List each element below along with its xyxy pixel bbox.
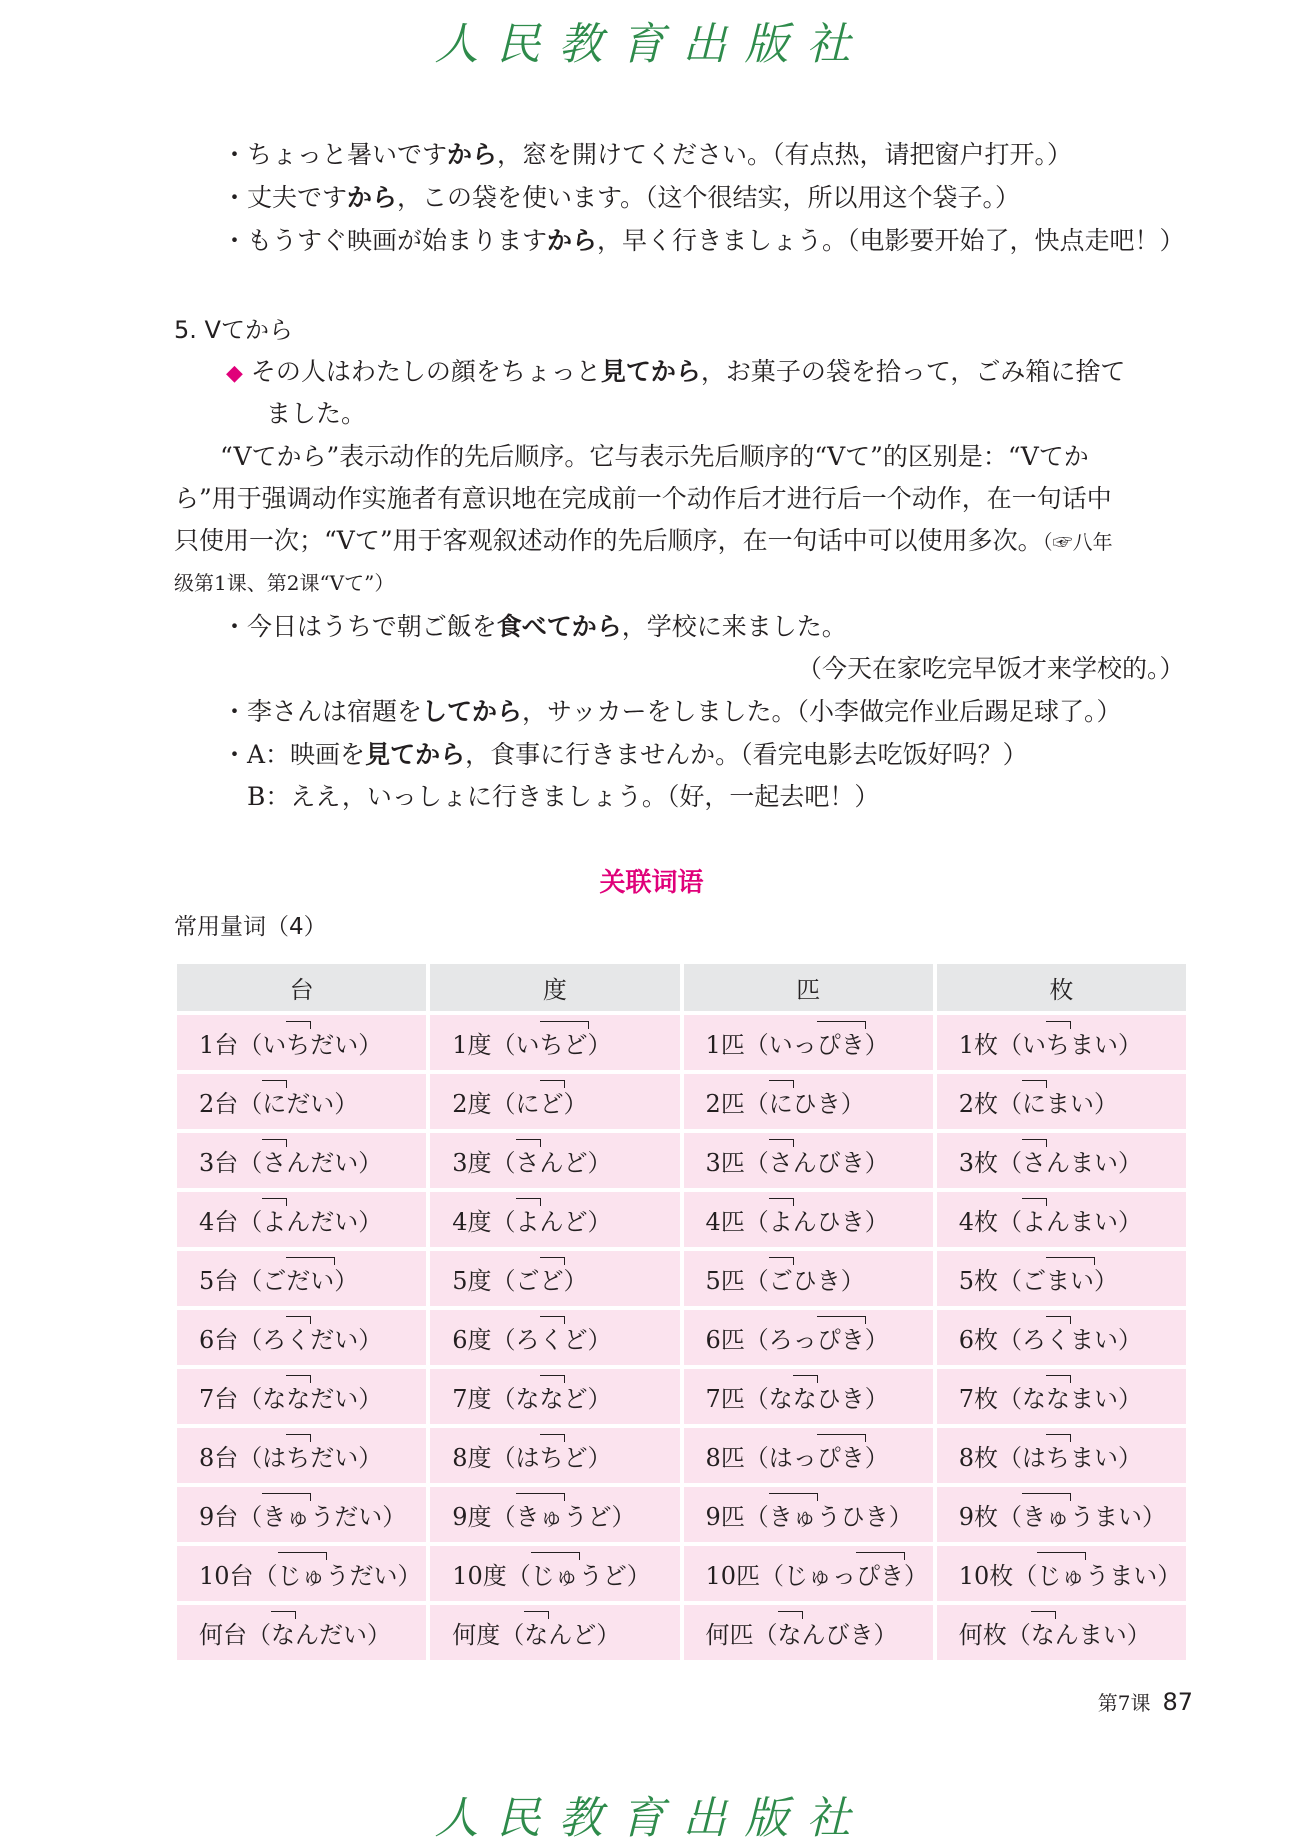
table-row bbox=[177, 1192, 1186, 1247]
counter-word: 10匹 bbox=[705, 1562, 761, 1590]
table-row bbox=[177, 1251, 1186, 1306]
counter-cell: 8度（はちど ） bbox=[430, 1428, 679, 1483]
counter-cell: 8台（はちだい ） bbox=[177, 1428, 426, 1483]
counter-reading: ななひき bbox=[769, 1379, 865, 1414]
pitch-accent-mark bbox=[262, 1493, 311, 1501]
counter-cell: 8匹（はっぴき ） bbox=[684, 1428, 933, 1483]
counter-reading: きゅうだい bbox=[262, 1497, 382, 1532]
page-footer bbox=[1098, 1687, 1193, 1716]
pitch-accent-mark bbox=[1022, 1493, 1071, 1501]
counter-cell: 6台（ろくだい ） bbox=[177, 1310, 426, 1365]
pitch-accent-mark bbox=[286, 1021, 311, 1029]
counter-word: 2台 bbox=[199, 1090, 239, 1118]
counter-word: 4枚 bbox=[958, 1208, 999, 1236]
counter-cell: 7匹（ななひき ） bbox=[684, 1369, 933, 1424]
counter-word: 5台 bbox=[199, 1267, 239, 1295]
key-sentence-line2: ました。 bbox=[266, 399, 367, 428]
counter-cell: 10度（じゅうど ） bbox=[430, 1546, 679, 1601]
counter-reading: はちまい bbox=[1022, 1438, 1118, 1473]
counter-reading: さんまい bbox=[1022, 1143, 1118, 1178]
counter-cell: 2度（にど ） bbox=[430, 1074, 679, 1129]
counter-reading: にひき bbox=[769, 1084, 841, 1119]
pitch-accent-mark bbox=[516, 1139, 541, 1147]
table-row bbox=[177, 1310, 1186, 1365]
counter-word: 7台 bbox=[199, 1385, 239, 1413]
counter-cell: 2匹（にひき ） bbox=[684, 1074, 933, 1129]
counter-word: 5度 bbox=[452, 1267, 492, 1295]
pitch-accent-mark bbox=[769, 1080, 794, 1088]
table-row bbox=[177, 1074, 1186, 1129]
counter-word: 何台 bbox=[199, 1621, 247, 1649]
pitch-accent-mark bbox=[769, 1139, 794, 1147]
table-header-row bbox=[177, 964, 1186, 1011]
pitch-accent-mark bbox=[769, 1198, 794, 1206]
counters-subtitle: 常用量词（4） bbox=[174, 914, 327, 940]
counter-word: 8台 bbox=[199, 1444, 239, 1472]
pitch-accent-mark bbox=[1022, 1080, 1047, 1088]
counter-reading: ごひき bbox=[769, 1261, 841, 1296]
counter-word: 1度 bbox=[452, 1031, 492, 1059]
counter-cell: 10匹（じゅっぴき ） bbox=[684, 1546, 933, 1601]
pitch-accent-mark bbox=[286, 1316, 311, 1324]
counter-reading: にだい bbox=[262, 1084, 334, 1119]
pitch-accent-mark bbox=[856, 1552, 905, 1560]
key-sentence: ◆ その人はわたしの顔をちょっと見てから，お菓子の袋を拾って，ごみ箱に捨て bbox=[226, 357, 1126, 386]
counter-reading: いっぴき bbox=[769, 1025, 865, 1060]
counter-cell: 3匹（さんびき ） bbox=[684, 1133, 933, 1188]
counter-word: 3台 bbox=[199, 1149, 239, 1177]
counter-word: 5枚 bbox=[958, 1267, 999, 1295]
counter-cell: 何枚（なんまい ） bbox=[937, 1605, 1186, 1660]
explanation-line-2: ら”用于强调动作实施者有意识地在完成前一个动作后才进行后一个动作，在一句话中 bbox=[174, 484, 1112, 513]
counter-cell: 6度（ろくど ） bbox=[430, 1310, 679, 1365]
counter-cell: 2枚（にまい ） bbox=[937, 1074, 1186, 1129]
table-row bbox=[177, 1015, 1186, 1070]
pitch-accent-mark bbox=[278, 1552, 327, 1560]
pitch-accent-mark bbox=[1037, 1552, 1086, 1560]
counter-word: 10度 bbox=[452, 1562, 507, 1590]
pitch-accent-mark bbox=[271, 1611, 296, 1619]
counter-word: 何枚 bbox=[958, 1621, 1007, 1649]
counter-cell: 5度（ごど ） bbox=[430, 1251, 679, 1306]
counter-reading: なんど bbox=[524, 1615, 596, 1650]
counter-cell: 何匹（なんびき ） bbox=[684, 1605, 933, 1660]
pitch-accent-mark bbox=[1046, 1257, 1095, 1265]
counter-cell: 1台（いちだい ） bbox=[177, 1015, 426, 1070]
counter-reading: いちど bbox=[516, 1025, 588, 1060]
pitch-accent-mark bbox=[540, 1021, 589, 1029]
counter-reading: ななど bbox=[516, 1379, 588, 1414]
counter-reading: なんびき bbox=[778, 1615, 874, 1650]
counter-reading: ろくだい bbox=[262, 1320, 358, 1355]
counter-cell: 9度（きゅうど ） bbox=[430, 1487, 679, 1542]
counter-word: 6枚 bbox=[958, 1326, 999, 1354]
counter-reading: はちだい bbox=[262, 1438, 358, 1473]
counter-word: 2匹 bbox=[705, 1090, 745, 1118]
counter-cell: 3台（さんだい ） bbox=[177, 1133, 426, 1188]
counter-reading: ろくど bbox=[516, 1320, 588, 1355]
counter-cell: 4枚（よんまい ） bbox=[937, 1192, 1186, 1247]
counter-cell: 1枚（いちまい ） bbox=[937, 1015, 1186, 1070]
page-number: 87 bbox=[1162, 1688, 1193, 1716]
counter-reading: ななだい bbox=[262, 1379, 358, 1414]
counter-cell: 9匹（きゅうひき ） bbox=[684, 1487, 933, 1542]
pitch-accent-mark bbox=[1046, 1434, 1071, 1442]
counter-word: 2度 bbox=[452, 1090, 492, 1118]
counter-word: 8度 bbox=[452, 1444, 492, 1472]
pitch-accent-mark bbox=[778, 1611, 803, 1619]
counter-reading: じゅっぴき bbox=[784, 1556, 904, 1591]
counter-word: 3匹 bbox=[705, 1149, 745, 1177]
counter-cell: 6匹（ろっぴき ） bbox=[684, 1310, 933, 1365]
pitch-accent-mark bbox=[262, 1198, 287, 1206]
pitch-accent-mark bbox=[540, 1434, 565, 1442]
counter-reading: ごど bbox=[516, 1261, 564, 1296]
pitch-accent-mark bbox=[817, 1021, 866, 1029]
counter-reading: さんだい bbox=[262, 1143, 358, 1178]
counter-word: 4匹 bbox=[705, 1208, 745, 1236]
pitch-accent-mark bbox=[286, 1257, 335, 1265]
column-header: 枚 bbox=[937, 964, 1186, 1011]
counter-cell: 6枚（ろくまい ） bbox=[937, 1310, 1186, 1365]
example-sentence-1: ・ちょっと暑いですから，窓を開けてください。（有点热，请把窗户打开。） bbox=[222, 140, 1073, 169]
counter-reading: ごだい bbox=[262, 1261, 334, 1296]
counter-word: 10枚 bbox=[958, 1562, 1014, 1590]
counter-reading: よんだい bbox=[262, 1202, 358, 1237]
lesson-label: 第7课 bbox=[1097, 1691, 1151, 1715]
counter-cell: 7台（ななだい ） bbox=[177, 1369, 426, 1424]
table-row bbox=[177, 1369, 1186, 1424]
pitch-accent-mark bbox=[769, 1493, 818, 1501]
counter-word: 8匹 bbox=[705, 1444, 745, 1472]
counter-word: 3度 bbox=[452, 1149, 492, 1177]
grammar-heading: 5. Vてから bbox=[174, 316, 293, 344]
counter-cell: 10枚（じゅうまい ） bbox=[937, 1546, 1186, 1601]
example-sentence-2: ・丈夫ですから，この袋を使います。（这个很结实，所以用这个袋子。） bbox=[222, 183, 1021, 212]
counter-word: 7枚 bbox=[958, 1385, 999, 1413]
counter-word: 何度 bbox=[452, 1621, 501, 1649]
counter-cell: 7枚（ななまい ） bbox=[937, 1369, 1186, 1424]
explanation-line-1: “Vてから”表示动作的先后顺序。它与表示先后顺序的“Vて”的区别是：“Vてか bbox=[220, 442, 1089, 471]
counter-word: 6台 bbox=[199, 1326, 239, 1354]
counter-cell: 何度（なんど ） bbox=[430, 1605, 679, 1660]
counter-cell: 3度（さんど ） bbox=[430, 1133, 679, 1188]
counter-word: 1枚 bbox=[958, 1031, 999, 1059]
counter-word: 7匹 bbox=[705, 1385, 745, 1413]
counter-reading: さんびき bbox=[769, 1143, 865, 1178]
example-dialogue-b: B：ええ，いっしょに行きましょう。（好，一起去吧！） bbox=[222, 782, 880, 811]
pitch-accent-mark bbox=[540, 1375, 565, 1383]
counter-reading: なんだい bbox=[271, 1615, 367, 1650]
column-header: 度 bbox=[430, 964, 679, 1011]
counter-cell: 4台（よんだい ） bbox=[177, 1192, 426, 1247]
counter-reading: じゅうまい bbox=[1037, 1556, 1157, 1591]
table-row bbox=[177, 1487, 1186, 1542]
table-row bbox=[177, 1428, 1186, 1483]
counter-reading: はっぴき bbox=[769, 1438, 865, 1473]
counter-word: 4台 bbox=[199, 1208, 239, 1236]
counter-word: 8枚 bbox=[958, 1444, 999, 1472]
counter-reading: にど bbox=[516, 1084, 564, 1119]
pitch-accent-mark bbox=[1031, 1611, 1056, 1619]
counter-cell: 1度（いちど ） bbox=[430, 1015, 679, 1070]
counter-word: 5匹 bbox=[705, 1267, 745, 1295]
counter-reading: さんど bbox=[516, 1143, 588, 1178]
example-sentence-3: ・もうすぐ映画が始まりますから，早く行きましょう。（电影要开始了，快点走吧！） bbox=[222, 226, 1185, 255]
counter-cell: 何台（なんだい ） bbox=[177, 1605, 426, 1660]
pitch-accent-mark bbox=[516, 1198, 541, 1206]
counter-reading: よんど bbox=[516, 1202, 588, 1237]
counter-reading: ろっぴき bbox=[769, 1320, 865, 1355]
pitch-accent-mark bbox=[1022, 1198, 1047, 1206]
counter-cell: 7度（ななど ） bbox=[430, 1369, 679, 1424]
counter-word: 4度 bbox=[452, 1208, 492, 1236]
pitch-accent-mark bbox=[262, 1139, 287, 1147]
counter-word: 10台 bbox=[199, 1562, 254, 1590]
pitch-accent-mark bbox=[524, 1611, 549, 1619]
counter-word: 2枚 bbox=[958, 1090, 999, 1118]
counter-reading: よんひき bbox=[769, 1202, 865, 1237]
pitch-accent-mark bbox=[540, 1316, 565, 1324]
counter-reading: きゅうひき bbox=[769, 1497, 889, 1532]
counter-cell: 8枚（はちまい ） bbox=[937, 1428, 1186, 1483]
table-row bbox=[177, 1605, 1186, 1660]
counter-reading: にまい bbox=[1022, 1084, 1094, 1119]
counter-cell: 5匹（ごひき ） bbox=[684, 1251, 933, 1306]
pitch-accent-mark bbox=[1022, 1139, 1047, 1147]
table-row bbox=[177, 1546, 1186, 1601]
counter-reading: はちど bbox=[516, 1438, 588, 1473]
counter-reading: なんまい bbox=[1031, 1615, 1127, 1650]
counter-cell: 9枚（きゅうまい ） bbox=[937, 1487, 1186, 1542]
counter-reading: じゅうだい bbox=[278, 1556, 398, 1591]
counter-reading: ごまい bbox=[1022, 1261, 1094, 1296]
explanation-line-3: 只使用一次；“Vて”用于客观叙述动作的先后顺序，在一句话中可以使用多次。（☞八年 bbox=[174, 526, 1113, 555]
counter-word: 9枚 bbox=[958, 1503, 999, 1531]
pitch-accent-mark bbox=[516, 1493, 565, 1501]
counter-reading: いちまい bbox=[1022, 1025, 1118, 1060]
example-translation-4: （今天在家吃完早饭才来学校的。） bbox=[797, 654, 1185, 683]
explanation-line-4: 级第1课、第2课“Vて”） bbox=[174, 571, 395, 595]
counter-word: 6匹 bbox=[705, 1326, 745, 1354]
example-sentence-5: ・李さんは宿題をしてから，サッカーをしました。（小李做完作业后踢足球了。） bbox=[222, 697, 1122, 726]
pitch-accent-mark bbox=[817, 1316, 866, 1324]
counter-word: 9台 bbox=[199, 1503, 239, 1531]
counter-word: 7度 bbox=[452, 1385, 492, 1413]
counter-word: 9度 bbox=[452, 1503, 492, 1531]
counter-word: 1匹 bbox=[705, 1031, 745, 1059]
pitch-accent-mark bbox=[286, 1375, 311, 1383]
table-row bbox=[177, 1133, 1186, 1188]
counter-cell: 4匹（よんひき ） bbox=[684, 1192, 933, 1247]
pitch-accent-mark bbox=[262, 1080, 287, 1088]
publisher-watermark-top: 人民教育出版社 bbox=[434, 19, 869, 70]
counter-reading: いちだい bbox=[262, 1025, 358, 1060]
counter-reading: じゅうど bbox=[531, 1556, 627, 1591]
example-dialogue-a: ・A：映画を見てから，食事に行きませんか。（看完电影去吃饭好吗？） bbox=[222, 740, 1028, 769]
pitch-accent-mark bbox=[286, 1434, 311, 1442]
pitch-accent-mark bbox=[540, 1080, 565, 1088]
pitch-accent-mark bbox=[1046, 1021, 1071, 1029]
counter-reading: ろくまい bbox=[1022, 1320, 1118, 1355]
pitch-accent-mark bbox=[540, 1257, 565, 1265]
counter-cell: 9台（きゅうだい ） bbox=[177, 1487, 426, 1542]
pitch-accent-mark bbox=[1046, 1375, 1071, 1383]
counter-table bbox=[173, 960, 1190, 1664]
counter-reading: きゅうまい bbox=[1022, 1497, 1142, 1532]
counter-word: 3枚 bbox=[958, 1149, 999, 1177]
counter-cell: 1匹（いっぴき ） bbox=[684, 1015, 933, 1070]
counter-word: 1台 bbox=[199, 1031, 239, 1059]
pitch-accent-mark bbox=[769, 1257, 794, 1265]
related-words-title: 关联词语 bbox=[599, 868, 704, 898]
counter-cell: 2台（にだい ） bbox=[177, 1074, 426, 1129]
column-header: 台 bbox=[177, 964, 426, 1011]
diamond-bullet-icon: ◆ bbox=[226, 361, 243, 386]
counter-word: 何匹 bbox=[705, 1621, 754, 1649]
counter-word: 9匹 bbox=[705, 1503, 745, 1531]
counter-cell: 4度（よんど ） bbox=[430, 1192, 679, 1247]
counter-reading: きゅうど bbox=[516, 1497, 612, 1532]
pitch-accent-mark bbox=[817, 1434, 866, 1442]
counter-reading: よんまい bbox=[1022, 1202, 1118, 1237]
counter-word: 6度 bbox=[452, 1326, 492, 1354]
counter-reading: ななまい bbox=[1022, 1379, 1118, 1414]
example-sentence-4: ・今日はうちで朝ご飯を食べてから，学校に来ました。 bbox=[222, 612, 847, 641]
counter-cell: 10台（じゅうだい ） bbox=[177, 1546, 426, 1601]
publisher-watermark-bottom: 人民教育出版社 bbox=[434, 1793, 869, 1844]
pitch-accent-mark bbox=[1046, 1316, 1071, 1324]
pitch-accent-mark bbox=[793, 1375, 818, 1383]
counter-cell: 3枚（さんまい ） bbox=[937, 1133, 1186, 1188]
pitch-accent-mark bbox=[531, 1552, 580, 1560]
column-header: 匹 bbox=[684, 964, 933, 1011]
counter-cell: 5台（ごだい ） bbox=[177, 1251, 426, 1306]
counter-cell: 5枚（ごまい ） bbox=[937, 1251, 1186, 1306]
